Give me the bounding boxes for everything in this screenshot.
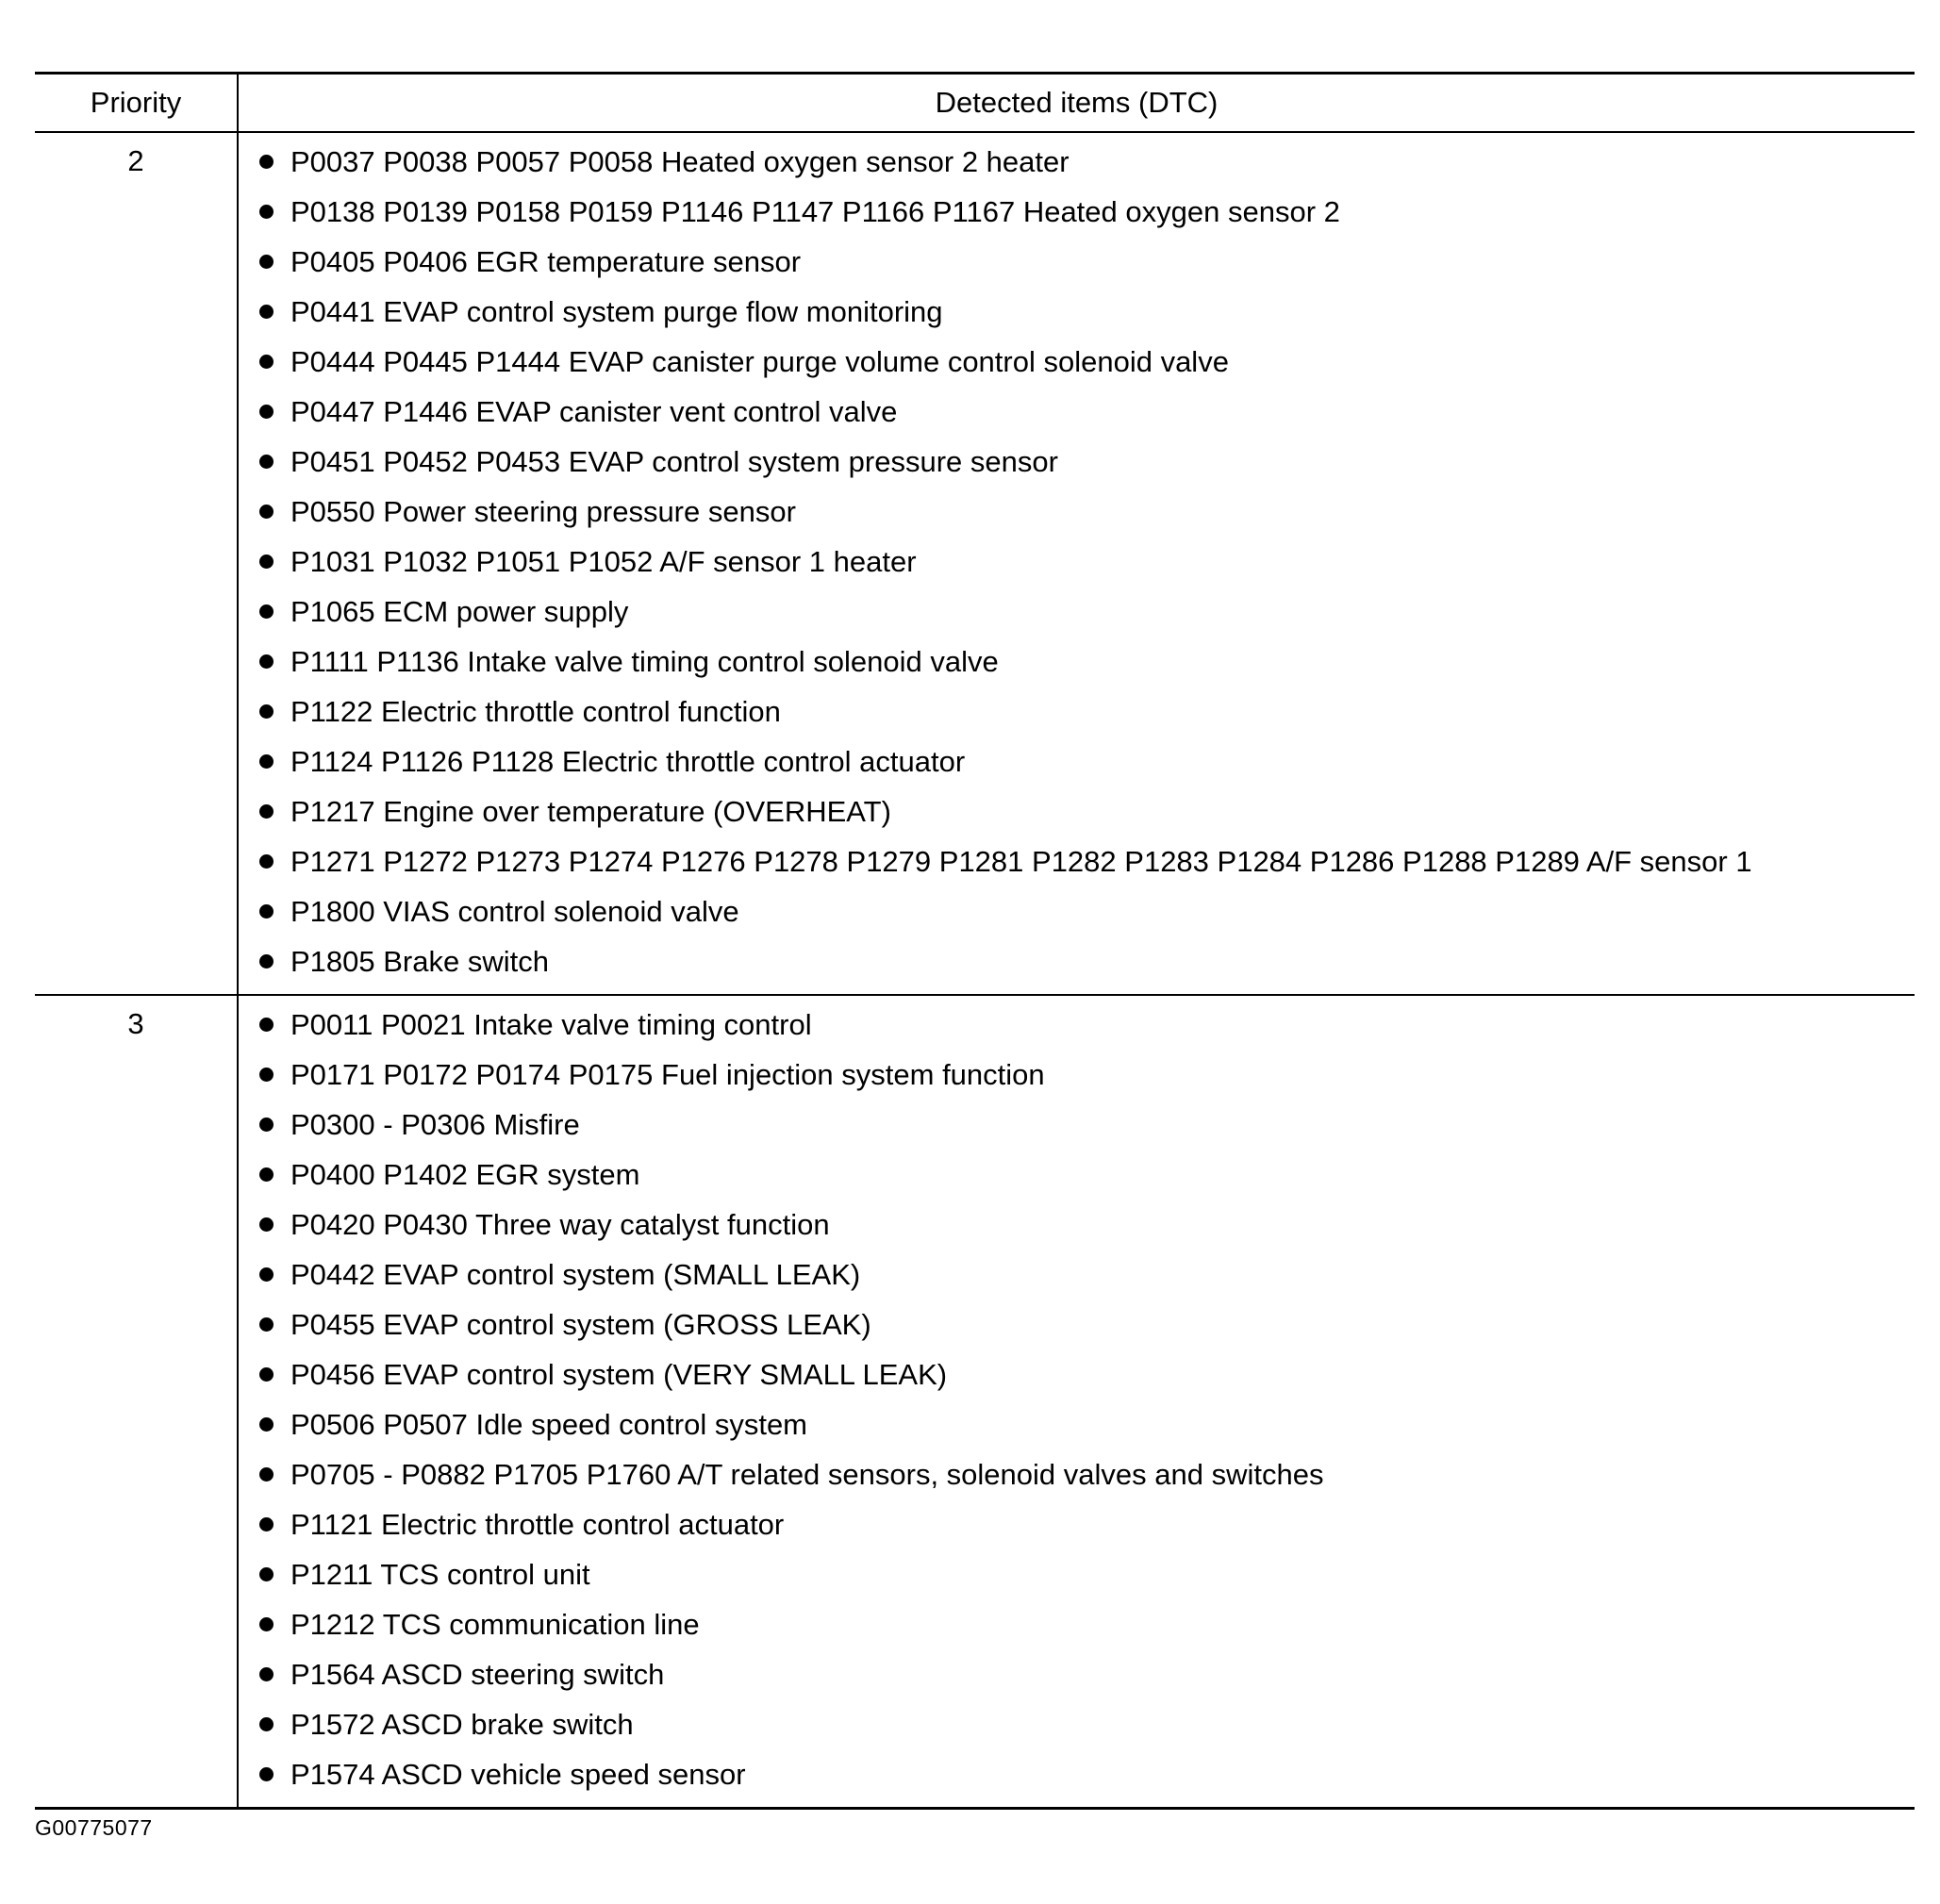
bullet-dot-icon [259, 1068, 274, 1082]
dtc-item-text: P1271 P1272 P1273 P1274 P1276 P1278 P1279 P1281 P1282 P1283 P1284 P1286 P1288 P1289 A/F sensor 1 [290, 844, 1752, 878]
dtc-item-text: P1212 TCS communication line [290, 1607, 700, 1641]
dtc-item-text: P0405 P0406 EGR temperature sensor [290, 244, 802, 278]
dtc-item-text: P1031 P1032 P1051 P1052 A/F sensor 1 heater [290, 544, 917, 578]
bullet-dot-icon [259, 1317, 274, 1332]
list-item [239, 187, 1915, 237]
dtc-item-text: P0400 P1402 EGR system [290, 1157, 640, 1191]
list-item [239, 1399, 1915, 1449]
dtc-item-text: P0138 P0139 P0158 P0159 P1146 P1147 P1166 P1167 Heated oxygen sensor 2 [290, 194, 1340, 228]
list-item [239, 1599, 1915, 1649]
dtc-item-text: P0037 P0038 P0057 P0058 Heated oxygen sensor 2 heater [290, 144, 1069, 178]
dtc-item-text: P1122 Electric throttle control function [290, 694, 781, 728]
list-item [239, 1150, 1915, 1200]
bullet-dot-icon [259, 1367, 274, 1382]
list-item [239, 786, 1915, 836]
bullet-dot-icon [259, 355, 274, 369]
bullet-dot-icon [259, 654, 274, 669]
bullet-dot-icon [259, 604, 274, 619]
dtc-item-list [239, 996, 1915, 1807]
list-item [239, 437, 1915, 487]
dtc-item-text: P1800 VIAS control solenoid valve [290, 894, 739, 928]
list-item [239, 537, 1915, 587]
list-item [239, 737, 1915, 786]
bullet-dot-icon [259, 854, 274, 869]
bullet-dot-icon [259, 1217, 274, 1232]
dtc-item-text: P1211 TCS control unit [290, 1557, 590, 1591]
bullet-dot-icon [259, 505, 274, 519]
dtc-item-list [239, 133, 1915, 994]
list-item [239, 1749, 1915, 1799]
detected-items-column-header: Detected items (DTC) [238, 74, 1915, 133]
dtc-item-text: P1805 Brake switch [290, 944, 549, 978]
list-item [239, 287, 1915, 337]
bullet-dot-icon [259, 1667, 274, 1681]
dtc-item-text: P1124 P1126 P1128 Electric throttle control actuator [290, 744, 966, 778]
dtc-item-text: P0451 P0452 P0453 EVAP control system pressure sensor [290, 444, 1058, 478]
list-item [239, 587, 1915, 637]
figure-code: G00775077 [35, 1815, 153, 1840]
bullet-dot-icon [259, 1617, 274, 1631]
bullet-dot-icon [259, 1167, 274, 1182]
bullet-dot-icon [259, 555, 274, 569]
dtc-item-text: P0550 Power steering pressure sensor [290, 494, 796, 528]
bullet-dot-icon [259, 205, 274, 219]
dtc-item-text: P0011 P0021 Intake valve timing control [290, 1007, 812, 1041]
table-row [35, 995, 1915, 1809]
list-item [239, 886, 1915, 936]
dtc-item-text: P0455 EVAP control system (GROSS LEAK) [290, 1307, 871, 1341]
list-item [239, 1699, 1915, 1749]
list-item [239, 1449, 1915, 1499]
list-item [239, 1000, 1915, 1050]
bullet-dot-icon [259, 1767, 274, 1781]
list-item [239, 387, 1915, 437]
bullet-dot-icon [259, 754, 274, 769]
table-body [35, 132, 1915, 1809]
bullet-dot-icon [259, 255, 274, 269]
dtc-item-text: P1121 Electric throttle control actuator [290, 1507, 785, 1541]
list-item [239, 137, 1915, 187]
list-item [239, 1050, 1915, 1100]
dtc-item-text: P0441 EVAP control system purge flow monitoring [290, 294, 943, 328]
list-item [239, 1200, 1915, 1250]
dtc-item-text: P0442 EVAP control system (SMALL LEAK) [290, 1257, 861, 1291]
dtc-item-text: P0456 EVAP control system (VERY SMALL LEAK) [290, 1357, 948, 1391]
dtc-item-text: P0506 P0507 Idle speed control system [290, 1407, 808, 1441]
bullet-dot-icon [259, 804, 274, 819]
list-item [239, 1649, 1915, 1699]
list-item [239, 687, 1915, 737]
dtc-priority-table [35, 72, 1915, 1810]
dtc-item-text: P1065 ECM power supply [290, 594, 629, 628]
dtc-item-text: P1111 P1136 Intake valve timing control solenoid valve [290, 644, 999, 678]
list-item [239, 1300, 1915, 1349]
bullet-dot-icon [259, 405, 274, 419]
dtc-item-text: P0300 - P0306 Misfire [290, 1107, 580, 1141]
bullet-dot-icon [259, 1267, 274, 1282]
bullet-dot-icon [259, 904, 274, 919]
bullet-dot-icon [259, 305, 274, 319]
detected-items-cell [238, 995, 1915, 1809]
list-item [239, 936, 1915, 986]
list-item [239, 337, 1915, 387]
list-item [239, 487, 1915, 537]
dtc-item-text: P0705 - P0882 P1705 P1760 A/T related sensors, solenoid valves and switches [290, 1457, 1324, 1491]
detected-items-cell [238, 132, 1915, 995]
dtc-item-text: P1564 ASCD steering switch [290, 1657, 665, 1691]
bullet-dot-icon [259, 1018, 274, 1032]
bullet-dot-icon [259, 455, 274, 469]
list-item [239, 237, 1915, 287]
dtc-item-text: P1572 ASCD brake switch [290, 1707, 634, 1741]
dtc-item-text: P0444 P0445 P1444 EVAP canister purge volume control solenoid valve [290, 344, 1229, 378]
bullet-dot-icon [259, 1717, 274, 1731]
dtc-item-text: P0420 P0430 Three way catalyst function [290, 1207, 830, 1241]
bullet-dot-icon [259, 704, 274, 719]
list-item [239, 1100, 1915, 1150]
list-item [239, 637, 1915, 687]
dtc-item-text: P0447 P1446 EVAP canister vent control valve [290, 394, 898, 428]
bullet-dot-icon [259, 1467, 274, 1482]
dtc-item-text: P0171 P0172 P0174 P0175 Fuel injection system function [290, 1057, 1045, 1091]
bullet-dot-icon [259, 1118, 274, 1132]
bullet-dot-icon [259, 1417, 274, 1432]
list-item [239, 1499, 1915, 1549]
table-header-row [35, 74, 1915, 133]
dtc-item-text: P1217 Engine over temperature (OVERHEAT) [290, 794, 891, 828]
priority-column-header: Priority [35, 74, 238, 133]
bullet-dot-icon [259, 954, 274, 969]
list-item [239, 1349, 1915, 1399]
bullet-dot-icon [259, 1567, 274, 1581]
dtc-item-text: P1574 ASCD vehicle speed sensor [290, 1757, 746, 1791]
priority-cell: 3 [35, 995, 238, 1809]
table-row [35, 132, 1915, 995]
list-item [239, 1549, 1915, 1599]
list-item [239, 836, 1915, 886]
bullet-dot-icon [259, 1517, 274, 1531]
bullet-dot-icon [259, 155, 274, 169]
priority-cell: 2 [35, 132, 238, 995]
list-item [239, 1250, 1915, 1300]
